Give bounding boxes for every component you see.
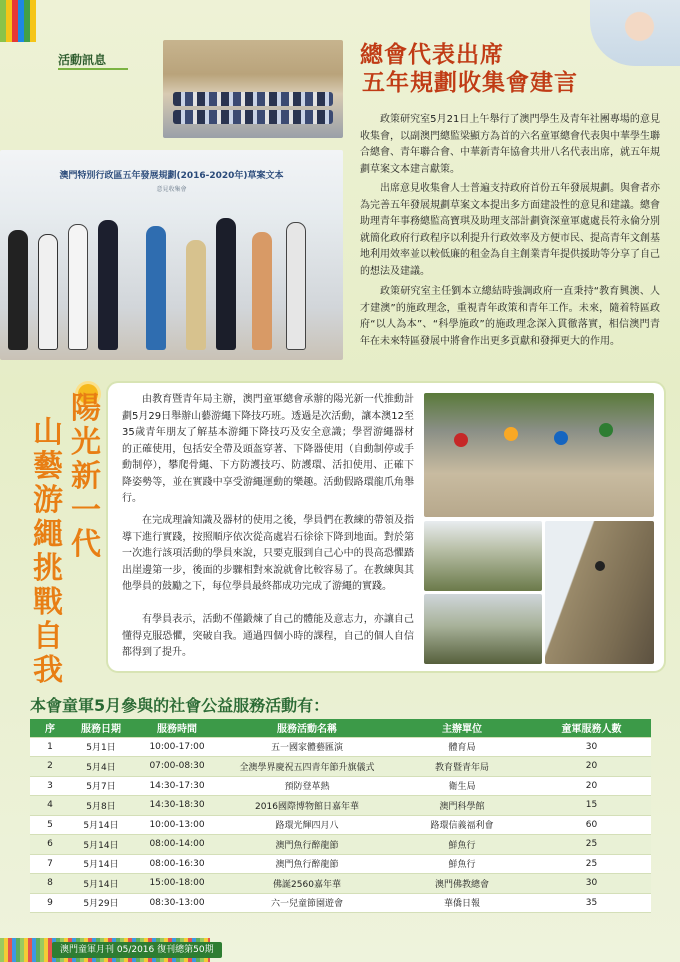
table-cell: 20: [532, 757, 651, 777]
story2-paragraph-1: 由教育暨青年局主辦，澳門童軍總會承辦的陽光新一代推動計劃5月29日舉辦山藝游繩下降技巧班。透過是次活動，讓本澳12至35歲青年朋友了解基本游繩下降技巧及安全意識；學習游繩器材的正確使用，包括安全帶及頭盔穿著、下降器使用（自動制停或手動制停），攀爬骨繩、下方防護技巧、防護環、活扣使用、正確下降姿勢等，並在實踐中享受游繩運動的樂趣。活動假路環龍爪角舉行。: [122, 394, 414, 504]
table-cell: 5月14日: [70, 874, 132, 894]
section-label: 活動訊息: [58, 53, 107, 67]
table-cell: 澳門佛教總會: [392, 874, 532, 894]
table-cell: 澳門魚行醉龍節: [222, 835, 392, 855]
col-header-activity: 服務活動名稱: [222, 719, 392, 737]
table-cell: 14:30-17:30: [132, 776, 222, 796]
table-cell: 5月14日: [70, 854, 132, 874]
story1-title-line2: 五年規劃收集會建言: [362, 70, 578, 96]
table-row: [30, 796, 651, 816]
table-row: [30, 815, 651, 835]
story1-paragraph-3: 政策研究室主任劉本立總結時強調政府一直秉持“教育興澳、人才建澳”的施政理念，重視青年政策和青年工作。未來，隨着特區政府“以人為本”、“科學施政”的施政理念深入貫徹落實，相信澳門青年在未來特區發展中將會作出更多貢獻和發揮更大的作用。: [360, 286, 660, 347]
group-photo: [0, 150, 343, 360]
climbing-photo-2: [424, 521, 542, 591]
col-header-organizer: 主辦單位: [392, 719, 532, 737]
table-cell: 9: [30, 893, 70, 913]
table-cell: 3: [30, 776, 70, 796]
table-cell: 5: [30, 815, 70, 835]
table-cell: 預防登革熱: [222, 776, 392, 796]
col-header-date: 服務日期: [70, 719, 132, 737]
table-cell: 全澳學界慶祝五四青年節升旗儀式: [222, 757, 392, 777]
table-cell: 2016國際博物館日嘉年華: [222, 796, 392, 816]
table-cell: 08:00-14:00: [132, 835, 222, 855]
footer-issue: 澳門童軍月刊 05/2016 復刊總第50期: [52, 942, 222, 958]
table-cell: 6: [30, 835, 70, 855]
photo-banner: 澳門特別行政區五年發展規劃(2016-2020年)草案文本: [59, 171, 284, 181]
table-cell: 20: [532, 776, 651, 796]
table-cell: 35: [532, 893, 651, 913]
table-cell: 5月7日: [70, 776, 132, 796]
table-cell: 1: [30, 737, 70, 757]
table-cell: 8: [30, 874, 70, 894]
table-cell: 08:30-13:00: [132, 893, 222, 913]
table-cell: 5月14日: [70, 815, 132, 835]
table-cell: 10:00-17:00: [132, 737, 222, 757]
table-cell: 鮮魚行: [392, 854, 532, 874]
table-cell: 五一國家體藝匯演: [222, 737, 392, 757]
table-cell: 5月4日: [70, 757, 132, 777]
table-cell: 15:00-18:00: [132, 874, 222, 894]
table-cell: 佛誕2560嘉年華: [222, 874, 392, 894]
story1-title: [360, 41, 578, 97]
story2-title-b: 山藝游繩挑戰自我: [33, 415, 63, 688]
section-underline: [58, 68, 128, 70]
table-row: [30, 893, 651, 913]
story2-paragraph-2: 在完成理論知識及器材的使用之後，學員們在教練的帶領及指導下進行實踐，按照順序依次從高處岩石徐徐下降到地面。對於第一次進行該項活動的學員來說，只要克服到自己心中的畏高恐懼踏出崖邊第一步，後面的步驟相對來說就會比較容易了。在教練與其他學員的鼓勵之下，每位學員最終都成功完成了游繩的實踐。: [122, 515, 414, 592]
col-header-count: 童軍服務人數: [532, 719, 651, 737]
table-cell: 07:00-08:30: [132, 757, 222, 777]
table-cell: 5月29日: [70, 893, 132, 913]
table-cell: 5月1日: [70, 737, 132, 757]
table-row: [30, 737, 651, 757]
table-cell: 25: [532, 854, 651, 874]
table-cell: 25: [532, 835, 651, 855]
table-cell: 澳門魚行醉龍節: [222, 854, 392, 874]
service-table-body: [30, 737, 651, 913]
table-row: [30, 874, 651, 894]
table-cell: 30: [532, 737, 651, 757]
table-cell: 30: [532, 874, 651, 894]
table-row: [30, 854, 651, 874]
table-cell: 2: [30, 757, 70, 777]
table-cell: 4: [30, 796, 70, 816]
col-header-time: 服務時間: [132, 719, 222, 737]
table-cell: 路環信義福利會: [392, 815, 532, 835]
table-cell: 5月8日: [70, 796, 132, 816]
table-cell: 7: [30, 854, 70, 874]
table-cell: 60: [532, 815, 651, 835]
page-footer: [0, 938, 680, 962]
table-cell: 教育暨青年局: [392, 757, 532, 777]
service-table-title: 本會童軍5月參與的社會公益服務活動有：: [30, 696, 330, 715]
table-cell: 六一兒童節園遊會: [222, 893, 392, 913]
table-row: [30, 776, 651, 796]
speaker-photo: [590, 0, 680, 66]
climbing-group-photo: [424, 393, 654, 517]
meeting-photo: [163, 40, 343, 138]
table-cell: 10:00-13:00: [132, 815, 222, 835]
table-cell: 路環光輝四月八: [222, 815, 392, 835]
story1-paragraph-2: 出席意見收集會人士普遍支持政府首份五年發展規劃。與會者亦為完善五年發展規劃草案文本提出多方面建設性的意見和建議。總會助理青年事務總監高寶琪及助理支部計劃資深童軍處處長符永倫分別就簡化政府行政程序以利提升行政效率及方便市民、提高青年文創基地利用效率並以較低廉的租金為自主創業青年提供援助等分享了自己的想法及建議。: [360, 183, 660, 277]
climbing-photo-4: [545, 521, 654, 664]
header-stripes: [0, 0, 36, 42]
table-cell: 華僑日報: [392, 893, 532, 913]
climbing-photo-3: [424, 594, 542, 664]
table-cell: 衛生局: [392, 776, 532, 796]
service-table: [30, 719, 651, 913]
story1-title-line1: 總會代表出席: [360, 42, 504, 68]
story2-paragraph-3: 有學員表示，活動不僅鍛煉了自己的體能及意志力，亦讓自己懂得克服恐懼，突破自我。通過四個小時的課程，自己的個人自信都得到了提升。: [122, 614, 414, 658]
photo-banner-sub: 意見收集會: [156, 186, 187, 193]
table-cell: 15: [532, 796, 651, 816]
table-row: [30, 835, 651, 855]
table-cell: 14:30-18:30: [132, 796, 222, 816]
table-row: [30, 757, 651, 777]
story2-title-a: 陽光新一代: [71, 391, 101, 562]
col-header-no: 序: [30, 719, 70, 737]
table-cell: 體育局: [392, 737, 532, 757]
table-cell: 5月14日: [70, 835, 132, 855]
story1-paragraph-1: 政策研究室5月21日上午舉行了澳門學生及青年社團專場的意見收集會，以副澳門總監梁顯方為首的六名童軍總會代表與中華學生聯合總會、青年聯合會、中華新青年協會共卅八名代表出席，就五年規劃草案文本建言獻策。: [360, 114, 660, 175]
table-cell: 鮮魚行: [392, 835, 532, 855]
table-cell: 澳門科學館: [392, 796, 532, 816]
table-cell: 08:00-16:30: [132, 854, 222, 874]
